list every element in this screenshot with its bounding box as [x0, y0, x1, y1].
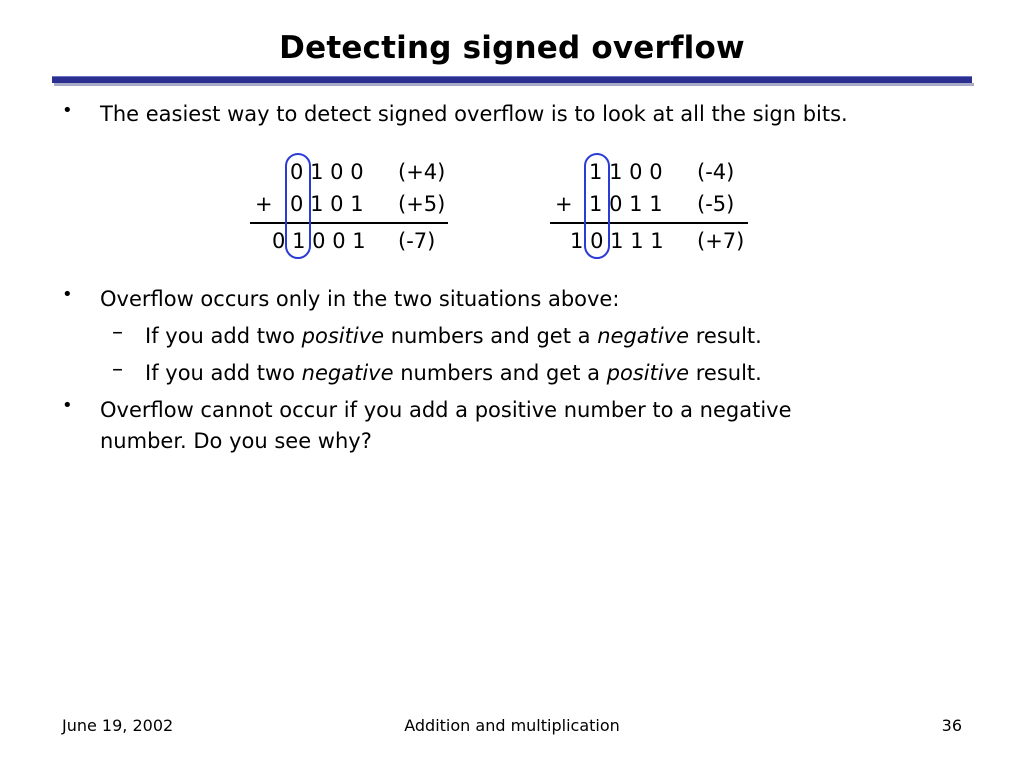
example2-sign-bit-highlight	[584, 153, 610, 259]
example2-row2-label: (-5)	[697, 192, 735, 216]
bullet-text-3-line1: Overflow cannot occur if you add a positive number to a negative	[100, 398, 792, 422]
footer-date: June 19, 2002	[62, 716, 174, 735]
example2-row1-bits: 1 1 0 0	[589, 160, 663, 184]
example1-result-bits: 0 1 0 0 1	[272, 229, 366, 253]
footer-topic: Addition and multiplication	[404, 716, 620, 735]
example1-sign-bit-highlight	[285, 153, 311, 259]
example1-row2-bits: 0 1 0 1	[290, 192, 364, 216]
example2-row2-bits: 1 0 1 1	[589, 192, 663, 216]
example1-result-label: (-7)	[398, 229, 436, 253]
bullet-marker: •	[62, 284, 73, 305]
example1-row1-label: (+4)	[398, 160, 446, 184]
bullet-text-3-line2: number. Do you see why?	[100, 429, 372, 453]
title-rule	[52, 76, 972, 86]
example1-sum-line	[250, 222, 448, 224]
bullet-text-1: The easiest way to detect signed overflow is to look at all the sign bits.	[100, 102, 848, 126]
bullet-marker: •	[62, 100, 73, 121]
example2-sum-line	[550, 222, 748, 224]
example2-plus: +	[555, 192, 573, 216]
bullet-text-2: Overflow occurs only in the two situations above:	[100, 287, 620, 311]
sub-bullet-marker: –	[112, 357, 123, 382]
example1-row2-label: (+5)	[398, 192, 446, 216]
footer-page-number: 36	[941, 716, 962, 735]
example2-result-label: (+7)	[697, 229, 745, 253]
example1-plus: +	[255, 192, 273, 216]
example2-row1-label: (-4)	[697, 160, 735, 184]
example1-row1-bits: 0 1 0 0	[290, 160, 364, 184]
sub-bullet-marker: –	[112, 320, 123, 345]
sub-bullet-text-2: If you add two negative numbers and get a positive result.	[145, 361, 762, 385]
sub-bullet-text-1: If you add two positive numbers and get a negative result.	[145, 324, 762, 348]
bullet-marker: •	[62, 395, 73, 416]
slide-title: Detecting signed overflow	[279, 30, 745, 66]
example2-result-bits: 1 0 1 1 1	[570, 229, 664, 253]
